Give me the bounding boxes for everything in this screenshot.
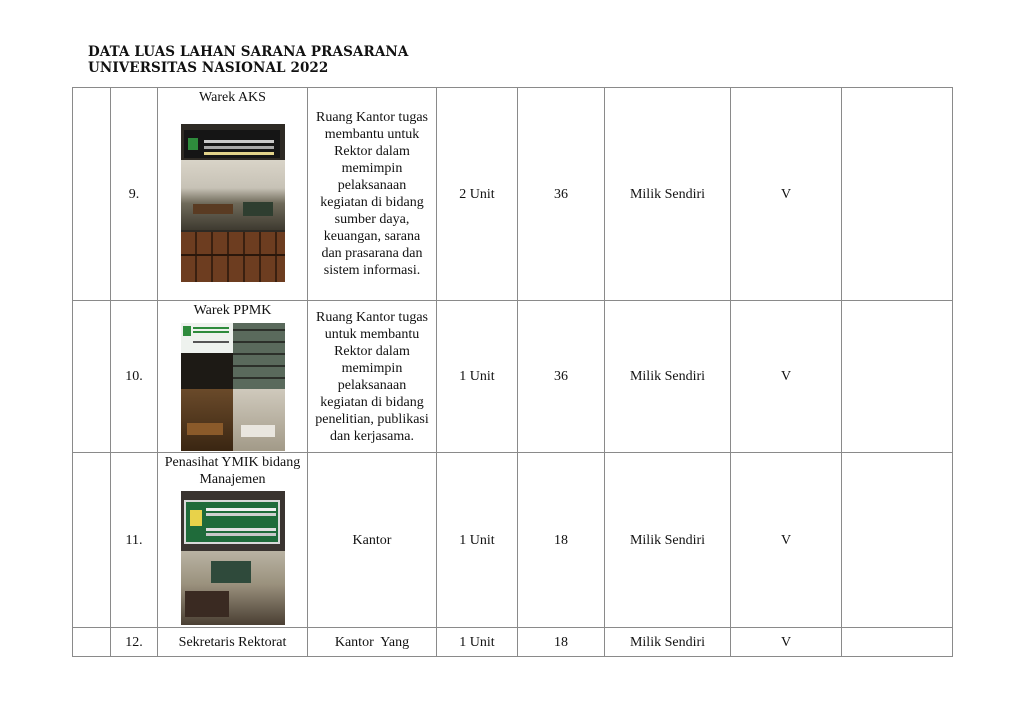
- room-name: Sekretaris Rektorat: [158, 628, 308, 657]
- room-function: Ruang Kantor tugas membantu untuk Rektor dalam memimpin pelaksanaan kegiatan di bidang sumber daya, keuangan, sarana dan prasarana dan sistem informasi.: [308, 88, 437, 301]
- room-ownership: Milik Sendiri: [605, 88, 731, 301]
- room-notes: [842, 301, 953, 453]
- facility-table: [72, 87, 953, 657]
- room-ownership: Milik Sendiri: [605, 301, 731, 453]
- table-row: [73, 301, 953, 453]
- room-ownership: Milik Sendiri: [605, 628, 731, 657]
- room-name: Warek AKS: [199, 90, 266, 105]
- room-photo-penasihat-ymik: [181, 491, 285, 625]
- room-quantity: 1 Unit: [437, 628, 518, 657]
- blank-cell: [73, 301, 111, 453]
- room-photo-warek-ppmk: [181, 323, 285, 451]
- room-quantity: 1 Unit: [437, 301, 518, 453]
- room-cell: [158, 453, 308, 628]
- row-number: 11.: [111, 453, 158, 628]
- room-quantity: 1 Unit: [437, 453, 518, 628]
- room-name: Penasihat YMIK bidang Manajemen: [164, 455, 301, 487]
- blank-cell: [73, 88, 111, 301]
- room-area: 36: [518, 301, 605, 453]
- blank-cell: [73, 453, 111, 628]
- room-name: Warek PPMK: [193, 303, 272, 318]
- row-number: 10.: [111, 301, 158, 453]
- room-ownership: Milik Sendiri: [605, 453, 731, 628]
- table-row: [73, 88, 953, 301]
- room-check: V: [731, 453, 842, 628]
- room-cell: [158, 301, 308, 453]
- table-row: [73, 628, 953, 657]
- room-cell: [158, 88, 308, 301]
- room-notes: [842, 628, 953, 657]
- document-title: [88, 44, 408, 76]
- room-function: Ruang Kantor tugas untuk membantu Rektor dalam memimpin pelaksanaan kegiatan di bidang penelitian, publikasi dan kerjasama.: [308, 301, 437, 453]
- room-notes: [842, 453, 953, 628]
- table-row: [73, 453, 953, 628]
- row-number: 9.: [111, 88, 158, 301]
- row-number: 12.: [111, 628, 158, 657]
- title-line-1: DATA LUAS LAHAN SARANA PRASARANA: [88, 44, 409, 60]
- room-check: V: [731, 88, 842, 301]
- room-check: V: [731, 301, 842, 453]
- room-function: Kantor: [308, 453, 437, 628]
- title-line-2: UNIVERSITAS NASIONAL 2022: [88, 60, 329, 76]
- room-area: 36: [518, 88, 605, 301]
- room-check: V: [731, 628, 842, 657]
- blank-cell: [73, 628, 111, 657]
- room-function: Kantor Yang: [308, 628, 437, 657]
- room-area: 18: [518, 628, 605, 657]
- room-quantity: 2 Unit: [437, 88, 518, 301]
- room-area: 18: [518, 453, 605, 628]
- room-notes: [842, 88, 953, 301]
- room-photo-warek-aks: [181, 124, 285, 282]
